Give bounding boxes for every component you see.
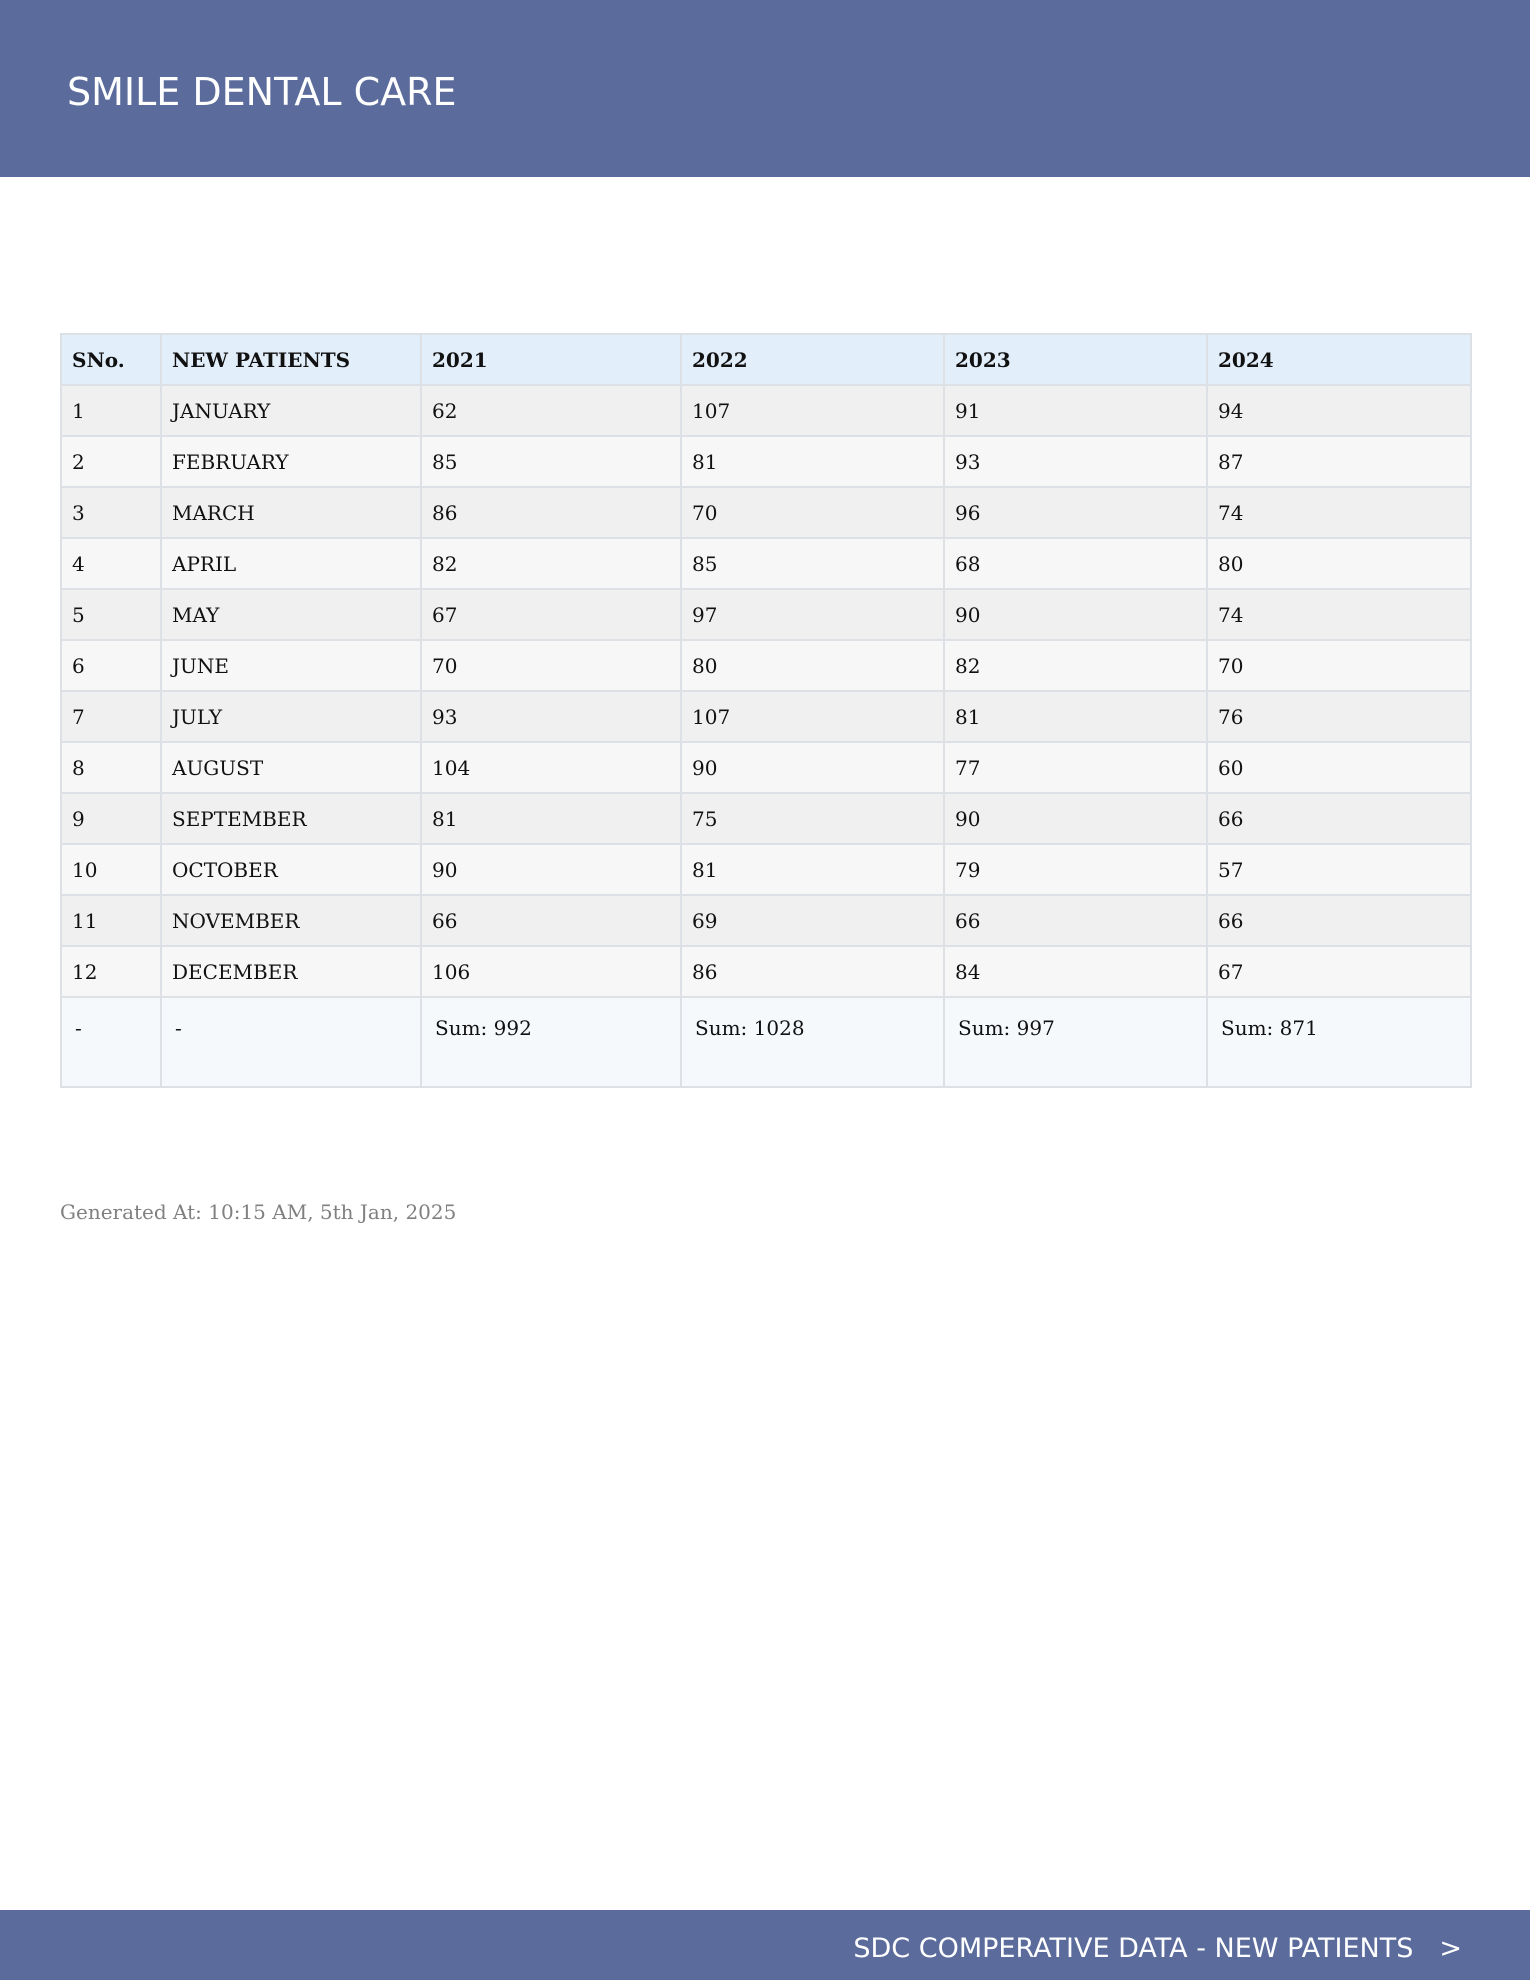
cell-2023: 90	[944, 589, 1207, 640]
totals-row	[61, 997, 1471, 1087]
cell-2024: 87	[1207, 436, 1471, 487]
cell-2024: 94	[1207, 385, 1471, 436]
cell-2022: 107	[681, 385, 944, 436]
cell-2021: 93	[421, 691, 681, 742]
cell-2022: 69	[681, 895, 944, 946]
cell-sno: 1	[61, 385, 161, 436]
column-header-2022: 2022	[681, 334, 944, 385]
column-header-new-patients: NEW PATIENTS	[161, 334, 421, 385]
total-2021: Sum: 992	[421, 997, 681, 1087]
cell-month: AUGUST	[161, 742, 421, 793]
total-2024: Sum: 871	[1207, 997, 1471, 1087]
cell-2022: 90	[681, 742, 944, 793]
table-row	[61, 742, 1471, 793]
cell-2021: 81	[421, 793, 681, 844]
column-header-2023: 2023	[944, 334, 1207, 385]
table-row	[61, 538, 1471, 589]
cell-2022: 107	[681, 691, 944, 742]
table-row	[61, 691, 1471, 742]
cell-sno: 11	[61, 895, 161, 946]
cell-month: SEPTEMBER	[161, 793, 421, 844]
cell-2023: 68	[944, 538, 1207, 589]
cell-2023: 93	[944, 436, 1207, 487]
cell-2023: 84	[944, 946, 1207, 997]
table-row	[61, 589, 1471, 640]
cell-2021: 86	[421, 487, 681, 538]
cell-2023: 91	[944, 385, 1207, 436]
cell-2022: 80	[681, 640, 944, 691]
cell-2023: 90	[944, 793, 1207, 844]
cell-2024: 80	[1207, 538, 1471, 589]
table-row	[61, 946, 1471, 997]
cell-month: JUNE	[161, 640, 421, 691]
footer-label: SDC COMPERATIVE DATA - NEW PATIENTS	[853, 1933, 1414, 1964]
table-row	[61, 895, 1471, 946]
chevron-right-icon: >	[1439, 1933, 1462, 1964]
cell-2021: 104	[421, 742, 681, 793]
cell-month: MARCH	[161, 487, 421, 538]
cell-2021: 62	[421, 385, 681, 436]
cell-2022: 86	[681, 946, 944, 997]
cell-month: FEBRUARY	[161, 436, 421, 487]
cell-2022: 81	[681, 844, 944, 895]
cell-sno: 10	[61, 844, 161, 895]
cell-2022: 70	[681, 487, 944, 538]
cell-sno: 6	[61, 640, 161, 691]
new-patients-table	[60, 333, 1472, 1088]
page-header	[0, 0, 1530, 177]
cell-2021: 66	[421, 895, 681, 946]
cell-2021: 85	[421, 436, 681, 487]
cell-sno: 12	[61, 946, 161, 997]
cell-sno: 2	[61, 436, 161, 487]
total-2022: Sum: 1028	[681, 997, 944, 1087]
cell-month: OCTOBER	[161, 844, 421, 895]
brand-title: SMILE DENTAL CARE	[67, 70, 457, 114]
cell-2024: 74	[1207, 487, 1471, 538]
cell-2024: 66	[1207, 895, 1471, 946]
cell-2023: 81	[944, 691, 1207, 742]
cell-sno: 7	[61, 691, 161, 742]
cell-2023: 66	[944, 895, 1207, 946]
cell-2024: 70	[1207, 640, 1471, 691]
cell-sno: 4	[61, 538, 161, 589]
cell-sno: 8	[61, 742, 161, 793]
cell-month: JULY	[161, 691, 421, 742]
total-month: -	[161, 997, 421, 1087]
cell-2023: 79	[944, 844, 1207, 895]
cell-2024: 67	[1207, 946, 1471, 997]
cell-2021: 90	[421, 844, 681, 895]
cell-month: DECEMBER	[161, 946, 421, 997]
cell-2021: 106	[421, 946, 681, 997]
column-header-2024: 2024	[1207, 334, 1471, 385]
cell-2022: 75	[681, 793, 944, 844]
total-2023: Sum: 997	[944, 997, 1207, 1087]
cell-sno: 5	[61, 589, 161, 640]
cell-sno: 9	[61, 793, 161, 844]
cell-month: NOVEMBER	[161, 895, 421, 946]
cell-2022: 85	[681, 538, 944, 589]
table-row	[61, 436, 1471, 487]
cell-month: APRIL	[161, 538, 421, 589]
cell-2021: 70	[421, 640, 681, 691]
cell-2023: 82	[944, 640, 1207, 691]
cell-2023: 96	[944, 487, 1207, 538]
cell-2024: 76	[1207, 691, 1471, 742]
cell-2024: 74	[1207, 589, 1471, 640]
column-header-sno: SNo.	[61, 334, 161, 385]
comparative-data-link[interactable]	[853, 1910, 1462, 1980]
cell-2021: 67	[421, 589, 681, 640]
generated-timestamp: Generated At: 10:15 AM, 5th Jan, 2025	[60, 1200, 457, 1224]
table-row	[61, 640, 1471, 691]
table-header-row	[61, 334, 1471, 385]
table-row	[61, 487, 1471, 538]
cell-2022: 81	[681, 436, 944, 487]
page-footer	[0, 1910, 1530, 1980]
table-row	[61, 844, 1471, 895]
cell-2024: 57	[1207, 844, 1471, 895]
column-header-2021: 2021	[421, 334, 681, 385]
table-row	[61, 793, 1471, 844]
cell-month: MAY	[161, 589, 421, 640]
cell-2022: 97	[681, 589, 944, 640]
cell-2024: 66	[1207, 793, 1471, 844]
cell-2021: 82	[421, 538, 681, 589]
cell-month: JANUARY	[161, 385, 421, 436]
cell-sno: 3	[61, 487, 161, 538]
cell-2024: 60	[1207, 742, 1471, 793]
table-row	[61, 385, 1471, 436]
cell-2023: 77	[944, 742, 1207, 793]
total-sno: -	[61, 997, 161, 1087]
